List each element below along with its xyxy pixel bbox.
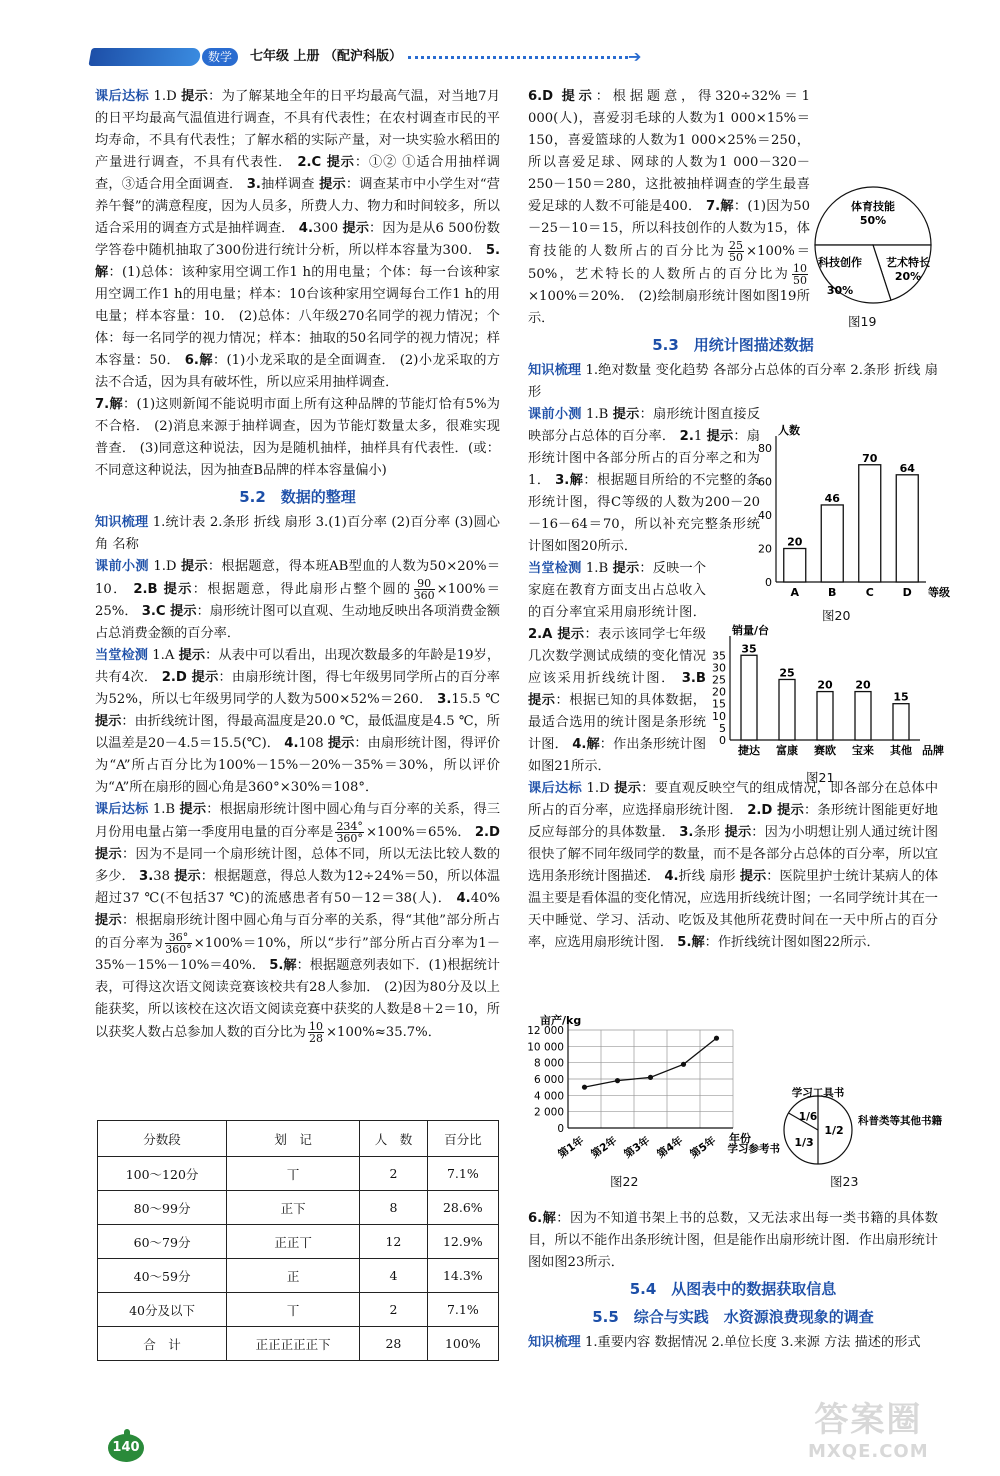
slice-value-label: 50% [859,214,887,227]
x-tick-label: 第4年 [655,1134,686,1161]
text-run: ：根据题意，得此扇形占整个圆的 [192,582,412,597]
bold-run: 提示 [181,89,209,104]
fig22-line-chart [508,1010,763,1168]
text-run: ：根据题意列表如下．(1)根据统计表，可得这次语文阅读竞赛该校共有28人参加． (2)因为80分及以上能获奖，所以该校在这次语文阅读竞赛中获奖的人数是8＋2＝10，所以获奖人数占总参加人数的百分比为 [95,958,500,1040]
data-point [615,1078,620,1083]
x-tick-label: 第2年 [589,1134,620,1161]
y-axis-label: 人数 [778,424,800,437]
paragraph [528,1208,938,1274]
x-axis-label: 品牌 [922,744,944,757]
x-tick-label: 捷达 [738,744,760,757]
text-run: ：根据扇形统计图中圆心角与百分率的关系，得三月份用电量占第一季度用电量的百分率是 [95,802,501,840]
bold-run: 2.D 提示 [95,825,500,862]
paragraph [528,360,938,404]
bold-run: 提示 [342,221,370,236]
bold-run: 提示 [174,869,201,884]
bold-run: 6.解 [528,1211,557,1226]
slice-label: 艺术特长 [886,256,930,269]
text-run: ：扇形统计图直接反映部分占总体的百分率． [528,407,761,444]
bold-run: 提示 [739,869,767,884]
x-tick-label: C [865,586,874,599]
text-run: ：根据题意，得总人数为12÷24%＝50，所以体温超过37 ℃(不包括37 ℃)的流感患者有50－12＝38(人)． [95,869,501,906]
fig23-caption: 图23 [830,1174,859,1189]
y-tick-label: 0 [557,1123,564,1135]
bold-run: 提示 [612,561,640,576]
data-point [714,1036,719,1041]
slice-value-label: 1/2 [824,1124,844,1137]
fraction: $\frac{10}{28}$ [309,1020,323,1045]
text-run: ：由扇形统计图，得七年级男同学所占的百分率为52%，所以七年级男同学的人数为500×52%＝260． [95,670,500,707]
bar [821,505,843,582]
x-tick-label: 富康 [776,744,798,757]
table-row [98,1259,499,1293]
bar-value-label: 46 [824,491,840,505]
paragraph [95,645,500,799]
bold-run: 提示 [724,825,752,840]
right-column-lower [528,1208,938,1354]
table-cell: 80～99分 [98,1191,227,1225]
x-axis-label: 等级 [928,586,950,599]
bold-run: 3. [246,177,261,192]
table-cell: 40分及以下 [98,1293,227,1327]
text-run: ：(1)总体：该种家用空调工作1 h的用电量；个体：每一台该种家用空调工作1 h的用电量；样本：10台该种家用空调每台工作1 h的用电量；样本容量：10． (2)总体：八年级270名同学的视力情况；个体：每一名同学的视力情况；样本：抽取的50名同学的视力情况；样本容量：50． [95,265,500,368]
text-run: ：扇形统计图中各部分所占的百分率之和为1． [528,429,760,488]
text-run: ：扇形统计图可以直观、生动地反映出各项消费金额占总消费金额的百分率． [95,604,500,641]
fig21-bar-chart [700,624,948,762]
bar [779,679,795,740]
fraction: $\frac{25}{50}$ [729,239,744,264]
bold-run: 提示 [614,781,642,796]
paragraph [528,778,938,954]
bold-run: 2. [679,429,694,444]
text-run: ×100%＝20%． (2)绘制扇形统计图如图19所示． [528,289,810,326]
text-run: 1.B [148,802,180,817]
bold-run: 3. [139,869,154,884]
bold-run: 4.解 [572,737,600,752]
text-run: ：作出条形统计图如图21所示． [528,737,707,774]
text-run: ：根据题意，得320÷32%＝1 000(人)，喜爱羽毛球的人数为1 000×15%＝150，喜爱篮球的人数为1 000×25%＝250，所以喜爱足球、网球的人数为1 000－320－250－150＝280，这批被抽样调查的学生最喜爱足球的人数不可能是400． [528,89,810,214]
text-run: ：表示该同学七年级几次数学测试成绩的变化情况应该采用折线统计图． [528,627,706,686]
x-tick-label: 宝来 [852,744,874,757]
y-tick-label: 10 [712,709,726,723]
bold-run: 提示 [178,648,206,663]
slice-label: 学习参考书 [727,1143,780,1155]
bar-value-label: 64 [899,461,915,475]
bar [741,655,757,740]
table-row [98,1293,499,1327]
bold-run: 5.解 [677,935,705,950]
text-run: ：因为不知道书架上书的总数，又无法求出每一类书籍的具体数目，所以不能作出条形统计图，但是能作出扇形统计图．作出扇形统计图如图23所示． [528,1211,938,1270]
text-run: 1.统计表 2.条形 折线 扇形 3.(1)百分率 (2)百分率 (3)圆心角 名称 [95,515,500,552]
book-title: 七年级 上册 （配沪科版） [250,49,403,64]
slice-label: 科技创作 [818,256,862,269]
table-cell: 合 计 [98,1327,227,1361]
text-run: ：(1)这则新闻不能说明市面上所有这种品牌的节能灯恰有5%为不合格． (2)消息来源于抽样调查，因为节能灯数量太多，很难实现普查． (3)同意这种说法，因为是随机抽样，抽样具有代表性．(或：不同意这种说法，因为抽查B品牌的样本容量偏小) [95,397,500,478]
bold-run: 3. [437,692,452,707]
watermark-logo: 答案圈 MXQE.COM [808,1400,929,1462]
x-tick-label: 其他 [890,744,912,757]
y-tick-label: 10 000 [527,1041,564,1054]
header-ribbon [88,48,201,66]
y-tick-label: 0 [765,576,772,589]
table-cell: 14.3% [427,1259,498,1293]
bold-run: 5.解 [95,243,500,280]
y-tick-label: 30 [712,661,726,675]
fig21-caption: 图21 [806,770,835,785]
bold-run: 提示 [327,736,355,751]
table-cell: 2 [360,1293,427,1327]
table-cell: 12.9% [427,1225,498,1259]
text-run: ：(1)因为50－25－10＝15，所以科技创作的人数为15，体育技能的人数所占的百分比为 [528,199,810,259]
table-cell: 正正正正正下 [227,1327,360,1361]
text-run: ：作折线统计图如图22所示． [704,935,880,950]
fig22-caption: 图22 [610,1174,639,1189]
text-run: 1.B [581,407,613,422]
table-cell: 100～120分 [98,1157,227,1191]
fraction: $\frac{234^\circ}{360^\circ}$ [336,820,363,845]
text-run: ：由折线统计图，得最高温度是20.0 ℃，最低温度是4.5 ℃，所以温差是20－4.5＝15.5(℃)． [95,714,500,751]
bold-run: 7.解 [705,199,734,214]
y-tick-label: 12 000 [527,1025,564,1037]
bold-run: 3.C 提示 [141,604,197,619]
table-cell: 2 [360,1157,427,1191]
text-run: ×100%＝10%，所以“步行”部分所占百分率为1－35%－15%－10%＝40%． [95,936,501,973]
bold-run: 2.B 提示 [133,582,193,597]
bold-run: 5.解 [269,958,297,973]
y-axis-label: 亩产/kg [540,1014,582,1027]
y-tick-label: 25 [712,673,726,687]
y-axis-label: 销量/台 [732,624,770,637]
table-cell: 100% [427,1327,498,1361]
bold-run: 4. [284,736,299,751]
section-label: 知识梳理 [528,1335,581,1350]
text-run: 条形 [693,825,725,840]
text-run: 15.5 ℃ [451,692,500,707]
fig20-bar-chart [742,422,950,604]
table-cell: 28.6% [427,1191,498,1225]
paragraph [95,394,500,482]
data-point [681,1062,686,1067]
table-cell: 8 [360,1191,427,1225]
x-tick-label: B [828,586,837,599]
y-tick-label: 20 [712,685,726,699]
x-tick-label: 第1年 [556,1134,587,1161]
section-label: 当堂检测 [95,648,148,663]
text-run: ：因为是从6 500份数学答卷中随机抽取了300份进行统计分析，所以样本容量为300． [95,221,500,258]
text-run: ：从表中可以看出，出现次数最多的年龄是19岁，共有4次． [95,648,501,685]
slice-label: 科普类等其他书籍 [858,1115,942,1127]
section-label: 知识梳理 [95,515,149,530]
text-run: ：条形统计图能更好地反应每部分的具体数量． [528,803,938,840]
subject-badge: 数学 [202,48,238,66]
table-cell: 40～59分 [98,1259,227,1293]
text-run: ：根据题目所给的不完整的条形统计图，得C等级的人数为200－20－16－64＝70，所以补充完整条形统计图如图20所示． [528,473,760,554]
text-run: ：要直观反映空气的组成情况，即各部分在总体中所占的百分率，应选择扇形统计图． [528,781,939,818]
text-run: 1 [693,429,707,444]
bar-value-label: 35 [741,642,757,656]
x-tick-label: D [902,586,912,599]
bold-run: 3. [679,825,694,840]
table-row [98,1157,499,1191]
table-header-cell: 人 数 [360,1121,427,1157]
table-header-cell: 百分比 [427,1121,498,1157]
text-run: 1.重要内容 数据情况 2.单位长度 3.来源 方法 描述的形式 [580,1335,921,1350]
slice-label: 体育技能 [851,200,895,213]
bold-run: 提示 [95,714,122,729]
section-label: 当堂检测 [528,561,582,576]
bold-run: 4. [664,869,679,884]
text-run: ：由扇形统计图，得评价为“A”所占百分比为100%－15%－20%－35%＝30%，所以评价为“A”所在扇形的圆心角是360°×30%＝108°． [95,736,501,795]
fraction: $\frac{10}{50}$ [793,262,807,287]
bold-run: 2.C 提示 [297,155,355,170]
table-header-cell: 划 记 [227,1121,360,1157]
bar [893,704,909,740]
text-run: ：反映一个家庭在教育方面支出占总收入的百分率宜采用扇形统计图． [528,561,707,620]
text-run: 抽样调查 [260,177,320,192]
y-tick-label: 40 [758,509,772,522]
text-run: 1.D [149,89,182,104]
bold-run: 提示 [612,407,640,422]
text-run: ：为了解某地全年的日平均最高气温，对当地7月的日平均最高气温值进行调查，不具有代表性；在农村调查市民的平均寿命，不具有代表性；了解水稻的实际产量，对一块实验水稻田的产量进行调查，不具有代表性． [95,89,501,170]
text-run: 1.D [582,781,615,796]
paragraph [95,512,500,556]
slice-value-label: 20% [894,270,922,283]
x-tick-label: 第5年 [688,1134,719,1161]
section-label: 课前小测 [528,407,582,422]
y-tick-label: 6 000 [533,1074,564,1086]
text-run: 折线 扇形 [678,869,740,884]
text-run: ：根据已知的具体数据，最适合选用的统计图是条形统计图． [528,693,706,752]
data-point [582,1085,587,1090]
bold-run: 6.D 提示 [528,89,596,104]
table-cell: 正 [227,1259,360,1293]
table-row [98,1327,499,1361]
slice-value-label: 1/3 [794,1136,814,1149]
paragraph [95,86,500,394]
paragraph [528,1332,938,1354]
y-tick-label: 60 [758,475,772,489]
slice-value-label: 30% [826,284,854,297]
bar-value-label: 15 [893,690,909,704]
bold-run: 4. [456,891,471,906]
table-cell: 丅 [227,1293,360,1327]
page-number: 140 [108,1434,144,1462]
header-dotted-line [408,56,628,59]
y-tick-label: 5 [719,721,726,735]
table-cell: 60～79分 [98,1225,227,1259]
bold-run: 7.解 [95,397,123,412]
bold-run: 提示 [319,177,346,192]
y-tick-label: 80 [758,442,772,455]
table-row [98,1191,499,1225]
text-run: 1.A [147,648,179,663]
bold-run: 提示 [706,429,734,444]
bar [859,465,881,582]
table-cell: 4 [360,1259,427,1293]
bold-run: 3.解 [555,473,584,488]
table-cell: 丅 [227,1157,360,1191]
table-cell: 28 [360,1327,427,1361]
text-run: ×100%＝25%． [95,582,500,619]
x-tick-label: A [790,586,800,599]
section-title-5-3: 5.3 用统计图描述数据 [652,336,814,354]
x-tick-label: 赛欧 [814,744,836,757]
text-run: 40% [470,891,500,906]
section-title-5-2: 5.2 数据的整理 [239,488,356,506]
y-tick-label: 35 [712,649,726,663]
text-run: ×100%≈35.7%． [326,1025,441,1040]
table-header-cell: 分数段 [98,1121,227,1157]
y-tick-label: 2 000 [533,1106,564,1119]
fraction: $\frac{90}{360}$ [413,577,435,602]
text-run: ：①② ①适合用抽样调查，③适合用全面调查． [95,155,500,192]
data-point [648,1075,653,1080]
bar-value-label: 20 [817,678,833,692]
text-run: 1.D [148,559,181,574]
paragraph [95,799,500,1044]
fig19-caption: 图19 [848,314,877,329]
bar-value-label: 70 [862,451,878,465]
table-cell: 正下 [227,1191,360,1225]
bar-value-label: 25 [779,666,795,680]
table-row [98,1225,499,1259]
score-table [97,1120,499,1361]
table-header-row [98,1121,499,1157]
text-run: ：医院里护士统计某病人的体温主要是看体温的变化情况，应选用折线统计图；一名同学统计其在一天中睡觉、学习、活动、吃饭及其他所花费时间在一天中所占的百分率，应选用扇形统计图． [528,869,939,950]
bold-run: 提示 [179,802,207,817]
section-title-5-5: 5.5 综合与实践 水资源浪费现象的调查 [592,1308,874,1326]
bar [817,692,833,740]
x-axis-label: 年份 [729,1132,751,1145]
y-tick-label: 20 [758,542,772,556]
fig20-caption: 图20 [822,608,851,623]
section-label: 课前小测 [95,559,149,574]
bold-run: 提示 [95,913,122,928]
fraction: $\frac{36^\circ}{360^\circ}$ [165,931,192,956]
bold-run: 3.B 提示 [528,671,706,708]
bar-value-label: 20 [855,678,871,692]
arrow-right-icon: ➔ [628,47,642,66]
table-cell: 正正丅 [227,1225,360,1259]
text-run: ：因为不是同一个扇形统计图，总体不同，所以无法比较人数的多少． [95,847,501,884]
fig19-pie-chart [808,180,938,310]
left-column [95,86,500,1044]
text-run: 1.绝对数量 变化趋势 各部分占总体的百分率 2.条形 折线 扇形 [528,363,938,400]
text-run: ：根据题意，得本班AB型血的人数为50×20%＝10． [95,559,501,597]
section-title-5-4: 5.4 从图表中的数据获取信息 [629,1280,837,1298]
bold-run: 2.D 提示 [747,803,804,818]
bold-run: 2.D 提示 [161,670,219,685]
bar [855,692,871,740]
bold-run: 6.解 [184,353,213,368]
text-run: ：因为小明想让别人通过统计图很快了解不同年级同学的数量，而不是各部分占总体的百分率，所以宜选用条形统计图描述． [528,825,939,884]
table-cell: 7.1% [427,1293,498,1327]
bar-value-label: 20 [787,535,803,549]
paragraph [95,556,500,645]
bar [896,475,918,582]
slice-value-label: 1/6 [798,1111,818,1123]
text-run: ：(1)小龙采取的是全面调查． (2)小龙采取的方法不合适，因为具有破坏性，所以应采用抽样调查． [95,353,500,390]
table-cell: 12 [360,1225,427,1259]
section-label: 知识梳理 [528,363,582,378]
text-run: ×100%＝65%． [365,825,475,840]
text-run: ：调查某市中小学生对“营养午餐”的满意程度，因为人员多，所费人力、物力和时间较多，所以适合采用的调查方式是抽样调查． [95,177,500,236]
page-header [90,40,650,76]
bold-run: 提示 [180,559,208,574]
bold-run: 4. [298,221,313,236]
y-tick-label: 0 [719,734,726,747]
y-tick-label: 4 000 [533,1090,564,1103]
section-label: 课后达标 [528,781,583,796]
section-label: 课后达标 [95,802,149,817]
text-run: 38 [153,869,175,884]
text-run: 1.B [581,561,613,576]
text-run: 300 [312,221,343,236]
slice-label: 学习工具书 [791,1087,845,1099]
bar [784,549,806,583]
x-tick-label: 第3年 [622,1134,653,1161]
y-tick-label: 15 [712,697,726,711]
text-run: ：根据扇形统计图中圆心角与百分率的关系，得“其他”部分所占的百分率为 [95,913,501,951]
section-label: 课后达标 [95,89,149,104]
text-run: ×100%＝50%，艺术特长的人数所占的百分比为 [528,244,810,282]
y-tick-label: 8 000 [533,1057,564,1070]
text-run: 108 [298,736,328,751]
bold-run: 2.A 提示 [528,627,585,642]
table-cell: 7.1% [427,1157,498,1191]
